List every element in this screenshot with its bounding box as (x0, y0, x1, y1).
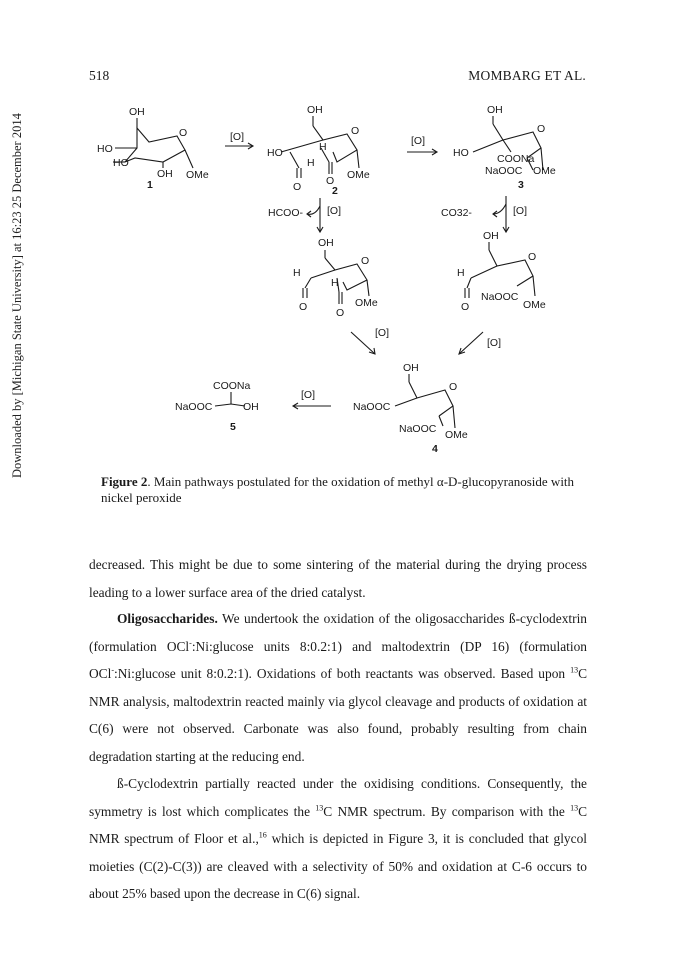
p2-sup-13: 13 (570, 665, 579, 675)
compound-2-label: 2 (332, 185, 338, 197)
mr-ome: OMe (523, 299, 546, 311)
c1-ho-top: HO (97, 143, 113, 155)
p3-text-c: C NMR spectrum of Floor et al., (89, 803, 587, 847)
intermediate-left-structure (293, 237, 378, 319)
arrow6-oxidant: [O] (487, 337, 502, 349)
c5-coona: COONa (213, 380, 251, 392)
compound-5-label: 5 (230, 421, 236, 433)
ml-h-mid: H (331, 277, 339, 289)
co3-byproduct: CO32- (441, 207, 472, 219)
paragraph-oligosaccharides (89, 605, 587, 771)
running-title: MOMBARG ET AL. (468, 68, 586, 83)
ml-ring-o: O (361, 255, 370, 267)
c1-oh: OH (129, 106, 145, 118)
arrow3-oxidant: [O] (327, 205, 342, 217)
p3-sup-13-1: 13 (315, 803, 324, 813)
compound-3-label: 3 (518, 179, 524, 191)
arrow7-oxidant: [O] (301, 389, 316, 401)
compound-4-label: 4 (432, 443, 438, 455)
p2-text-c: :Ni:glucose unit 8:0.2:1). Oxidations of both reactants was observed. Based upon (114, 666, 571, 682)
ml-o-left: O (299, 301, 308, 313)
c1-oh-bottom: OH (157, 168, 173, 180)
p3-text-d: which is depicted in Figure 3, it is concluded that glycol moieties (C(2)-C(3)) are cleaved with a selectivity of 50% and oxidation at C-6 occurs to about 25% based upon the decrease in C(6) signal. (89, 831, 587, 902)
ml-oh: OH (318, 237, 334, 249)
ml-o-mid: O (336, 307, 345, 319)
c4-naooc-top: NaOOC (353, 401, 391, 413)
c1-ring-o: O (179, 127, 188, 139)
arrow4-oxidant: [O] (513, 205, 528, 217)
page-number: 518 (89, 68, 110, 83)
p2-sup-minus-2: - (111, 665, 114, 675)
c2-h-left: H (307, 157, 315, 169)
mr-naooc: NaOOC (481, 291, 519, 303)
c3-coona: COONa (497, 153, 535, 165)
arrow1-oxidant: [O] (230, 131, 245, 143)
c1-ho-bottom: HO (113, 157, 129, 169)
paragraph-cyclodextrin (89, 770, 587, 908)
c4-ome: OMe (445, 429, 468, 441)
c5-oh: OH (243, 401, 259, 413)
mr-o: O (461, 301, 470, 313)
reaction-scheme-svg (85, 100, 585, 480)
compound-2-structure (267, 104, 370, 197)
compound-1-label: 1 (147, 179, 153, 191)
caption-label: Figure 2 (101, 474, 148, 489)
ml-h-left: H (293, 267, 301, 279)
c2-o-left: O (293, 181, 302, 193)
ml-ome: OMe (355, 297, 378, 309)
c5-naooc: NaOOC (175, 401, 213, 413)
c2-h-top: H (319, 141, 327, 153)
c2-oh: OH (307, 104, 323, 116)
c2-ho: HO (267, 147, 283, 159)
c4-oh: OH (403, 362, 419, 374)
c3-ho: HO (453, 147, 469, 159)
compound-1-structure (97, 106, 209, 191)
c1-ome: OMe (186, 169, 209, 181)
p2-text-d: C NMR analysis, maltodextrin reacted mainly via glycol cleavage and products of oxidation at C(6) were not observed. Carbonate was also found, probably resulting from chain degradation starting at the reducing end. (89, 666, 587, 764)
p2-sup-minus-1: - (189, 638, 192, 648)
p2-text-a: We undertook the oxidation of the oligosaccharides ß-cyclodextrin (formulation OCl (89, 611, 587, 654)
hcoo-byproduct: HCOO- (268, 207, 303, 219)
arrow2-oxidant: [O] (411, 135, 426, 147)
c3-ome: OMe (533, 165, 556, 177)
c3-ring-o: O (537, 123, 546, 135)
section-heading: Oligosaccharides. (117, 611, 218, 626)
p3-sup-13-2: 13 (570, 803, 579, 813)
arrow5-oxidant: [O] (375, 327, 390, 339)
caption-text: . Main pathways postulated for the oxidation of methyl α-D-glucopyranoside with nickel peroxide (101, 474, 575, 505)
compound-3-structure (453, 104, 556, 191)
download-watermark: Downloaded by [Michigan State University] at 16:23 25 December 2014 (10, 113, 24, 478)
p2-text-b: :Ni:glucose units 8:0.2:1) and maltodextrin (DP 16) (formulation OCl (89, 638, 587, 682)
c3-oh: OH (487, 104, 503, 116)
c2-ome: OMe (347, 169, 370, 181)
p3-text-b: C NMR spectrum. By comparison with the (323, 803, 571, 819)
c2-ring-o: O (351, 125, 360, 137)
reaction-scheme (85, 100, 585, 480)
p3-text-a: ß-Cyclodextrin partially reacted under the oxidising conditions. Consequently, the symmetry is lost which complicates the (89, 776, 587, 819)
c4-naooc-bottom: NaOOC (399, 423, 437, 435)
c2-o-right: O (326, 175, 335, 187)
paragraph-1: decreased. This might be due to some sintering of the material during the drying process leading to a lower surface area of the dried catalyst. (89, 557, 587, 600)
mr-ring-o: O (528, 251, 537, 263)
mr-h: H (457, 267, 465, 279)
figure-caption (101, 474, 581, 506)
mr-oh: OH (483, 230, 499, 242)
c3-naooc: NaOOC (485, 165, 523, 177)
p3-sup-16: 16 (258, 830, 267, 840)
compound-4-structure (353, 362, 468, 455)
c4-ring-o: O (449, 381, 458, 393)
compound-5-structure (175, 380, 259, 433)
intermediate-right-structure (457, 230, 546, 313)
